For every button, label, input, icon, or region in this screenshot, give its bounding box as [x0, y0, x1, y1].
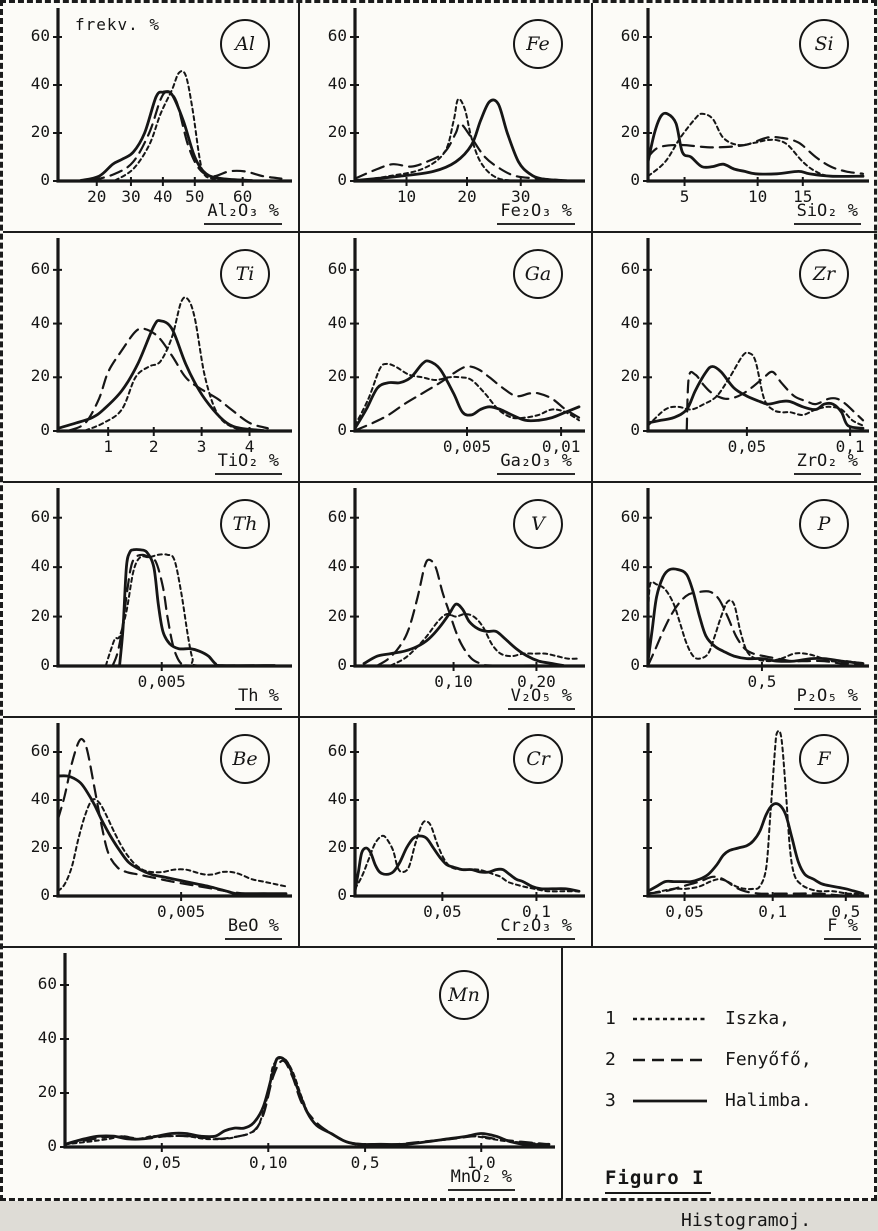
x-tick-label: 0,10	[249, 1153, 288, 1172]
x-axis-title-fe: Fe₂O₃ %	[497, 201, 575, 225]
element-badge-zr: Zr	[799, 249, 849, 299]
curve-halimba	[364, 604, 563, 665]
x-axis-title-cr: Cr₂O₃ %	[497, 916, 575, 940]
x-tick-label: 1,0	[466, 1153, 496, 1172]
legend-item-halimba	[605, 1090, 878, 1111]
x-tick-label: 0,5	[831, 902, 861, 921]
y-tick-label: 0	[40, 655, 50, 674]
panel-v	[300, 483, 593, 718]
x-tick-label: 15	[793, 187, 813, 206]
panel-al	[3, 3, 300, 233]
y-axis-label: frekv. %	[75, 15, 161, 34]
curve-halimba	[648, 569, 863, 664]
x-tick-label: 20	[457, 187, 477, 206]
y-tick-label: 0	[337, 655, 347, 674]
curve-fenyofo	[648, 591, 863, 665]
curve-iszka	[85, 297, 251, 430]
curve-halimba	[58, 776, 286, 894]
y-tick-label: 40	[327, 556, 347, 576]
y-tick-label: 20	[30, 366, 50, 386]
x-axis-title-mn: MnO₂ %	[448, 1167, 515, 1191]
curve-halimba	[648, 804, 863, 894]
y-tick-label: 40	[327, 789, 347, 808]
y-tick-label: 20	[37, 1082, 57, 1101]
element-badge-al: Al	[220, 19, 270, 69]
y-tick-label: 20	[620, 366, 640, 386]
element-badge-fe: Fe	[513, 19, 563, 69]
panel-f	[593, 718, 877, 948]
figure-caption-subtitle: Histogramoj.	[681, 1210, 812, 1231]
element-badge-p: P	[799, 499, 849, 549]
curve-fenyofo	[377, 560, 534, 666]
legend-item-iszka	[605, 1008, 878, 1029]
y-tick-label: 20	[327, 366, 347, 386]
curve-halimba	[81, 91, 252, 180]
y-tick-label: 60	[30, 741, 50, 760]
y-tick-label: 0	[630, 170, 640, 189]
x-tick-label: 0,5	[747, 672, 777, 691]
y-tick-label: 40	[620, 556, 640, 576]
curve-halimba	[120, 550, 275, 666]
curve-iszka	[115, 71, 275, 181]
x-tick-label: 30	[511, 187, 531, 206]
x-axis-title-th: Th %	[235, 686, 282, 710]
dashed-line-sample-icon	[631, 1055, 709, 1065]
curve-iszka	[391, 614, 579, 666]
y-tick-label: 0	[47, 1136, 57, 1155]
figure-caption-title: Figuro I	[605, 1167, 711, 1194]
x-tick-label: 3	[196, 437, 207, 456]
y-tick-label: 40	[327, 74, 347, 93]
legend-num: 1	[605, 1008, 616, 1029]
y-tick-label: 0	[40, 170, 50, 189]
x-axis-title-ga: Ga₂O₃ %	[497, 451, 575, 475]
y-tick-label: 0	[337, 170, 347, 189]
x-tick-label: 0,10	[434, 672, 473, 691]
x-axis-title-si: SiO₂ %	[794, 201, 861, 225]
curve-halimba	[355, 100, 561, 181]
curve-fenyofo	[355, 123, 568, 180]
legend-label: Iszka,	[725, 1008, 791, 1029]
element-badge-ga: Ga	[513, 249, 563, 299]
y-tick-label: 20	[327, 122, 347, 141]
legend-label: Halimba.	[725, 1090, 812, 1111]
y-tick-label: 20	[620, 122, 640, 141]
element-badge-v: V	[513, 499, 563, 549]
y-tick-label: 60	[327, 506, 347, 526]
element-badge-th: Th	[220, 499, 270, 549]
legend-num: 2	[605, 1049, 616, 1070]
x-axis-title-p: P₂O₅ %	[794, 686, 861, 710]
x-tick-label: 0,005	[442, 437, 492, 456]
x-tick-label: 0,1	[835, 437, 865, 456]
x-tick-label: 0,1	[521, 902, 551, 921]
x-tick-label: 10	[748, 187, 768, 206]
y-tick-label: 60	[620, 258, 640, 278]
y-tick-label: 60	[30, 506, 50, 526]
y-tick-label: 40	[30, 789, 50, 808]
x-tick-label: 2	[148, 437, 159, 456]
panel-cr	[300, 718, 593, 948]
x-axis-title-be: BeO %	[225, 916, 282, 940]
x-tick-label: 0,20	[517, 672, 556, 691]
panel-ga	[300, 233, 593, 483]
panel-be	[3, 718, 300, 948]
y-tick-label: 20	[30, 605, 50, 625]
x-tick-label: 30	[121, 187, 141, 206]
y-tick-label: 0	[630, 655, 640, 674]
curve-fenyofo	[355, 366, 579, 430]
y-tick-label: 40	[30, 312, 50, 332]
x-tick-label: 4	[244, 437, 255, 456]
curve-halimba	[355, 836, 579, 891]
y-tick-label: 0	[337, 420, 347, 439]
x-tick-label: 0,05	[423, 902, 462, 921]
x-tick-label: 40	[153, 187, 173, 206]
x-tick-label: 60	[233, 187, 253, 206]
element-badge-mn: Mn	[439, 970, 489, 1020]
panel-p	[593, 483, 877, 718]
element-badge-cr: Cr	[513, 734, 563, 784]
y-tick-label: 20	[30, 837, 50, 856]
solid-line-sample-icon	[631, 1096, 709, 1106]
y-tick-label: 40	[620, 312, 640, 332]
curve-halimba	[65, 1057, 549, 1144]
x-tick-label: 10	[396, 187, 417, 206]
x-tick-label: 0,05	[727, 437, 767, 456]
y-tick-label: 20	[620, 605, 640, 625]
dotted-line-sample-icon	[631, 1014, 709, 1024]
element-badge-ti: Ti	[220, 249, 270, 299]
x-tick-label: 5	[679, 187, 690, 206]
x-tick-label: 0,01	[541, 437, 581, 456]
x-axis-title-v: V₂O₅ %	[508, 686, 575, 710]
x-tick-label: 0,05	[665, 902, 704, 921]
x-axis-title-ti: TiO₂ %	[215, 451, 282, 475]
y-tick-label: 20	[30, 122, 50, 141]
panel-mn	[3, 948, 563, 1199]
y-tick-label: 0	[337, 885, 347, 904]
x-axis-title-al: Al₂O₃ %	[204, 201, 282, 225]
y-tick-label: 60	[620, 506, 640, 526]
y-tick-label: 60	[30, 258, 50, 278]
curve-iszka	[648, 582, 863, 664]
y-tick-label: 40	[30, 556, 50, 576]
y-tick-label: 20	[327, 837, 347, 856]
panel-si	[593, 3, 877, 233]
y-tick-label: 60	[30, 26, 50, 45]
curve-fenyofo	[687, 372, 863, 431]
element-badge-f: F	[799, 734, 849, 784]
x-tick-label: 50	[185, 187, 205, 206]
legend	[563, 948, 878, 1231]
legend-label: Fenyőfő,	[725, 1049, 812, 1070]
y-tick-label: 60	[327, 26, 347, 45]
legend-item-fenyofo	[605, 1049, 878, 1070]
element-badge-be: Be	[220, 734, 270, 784]
curve-fenyofo	[65, 1061, 549, 1145]
x-axis-title-zr: ZrO₂ %	[794, 451, 861, 475]
panel-ti	[3, 233, 300, 483]
x-tick-label: 0,5	[350, 1153, 380, 1172]
panel-th	[3, 483, 300, 718]
x-tick-label: 0,1	[758, 902, 788, 921]
y-tick-label: 0	[630, 420, 640, 439]
element-badge-si: Si	[799, 19, 849, 69]
x-axis-title-f: F %	[824, 916, 861, 940]
y-tick-label: 60	[327, 258, 347, 278]
curve-iszka	[65, 1058, 549, 1145]
y-tick-label: 0	[40, 420, 50, 439]
y-tick-label: 60	[620, 26, 640, 45]
y-tick-label: 60	[37, 974, 57, 993]
y-tick-label: 20	[327, 605, 347, 625]
y-tick-label: 40	[37, 1028, 57, 1047]
y-tick-label: 40	[327, 312, 347, 332]
y-tick-label: 60	[327, 741, 347, 760]
legend-num: 3	[605, 1090, 616, 1111]
curve-iszka	[360, 99, 557, 181]
x-tick-label: 0,05	[142, 1153, 182, 1172]
curve-halimba	[58, 320, 263, 430]
y-tick-label: 40	[30, 74, 50, 93]
x-tick-label: 0,005	[157, 902, 206, 921]
x-tick-label: 1	[103, 437, 113, 456]
y-tick-label: 0	[40, 885, 50, 904]
panel-zr	[593, 233, 877, 483]
panel-fe	[300, 3, 593, 233]
x-tick-label: 20	[87, 187, 107, 206]
curve-iszka	[355, 821, 579, 891]
y-tick-label: 40	[620, 74, 640, 93]
x-tick-label: 0,005	[137, 672, 186, 691]
